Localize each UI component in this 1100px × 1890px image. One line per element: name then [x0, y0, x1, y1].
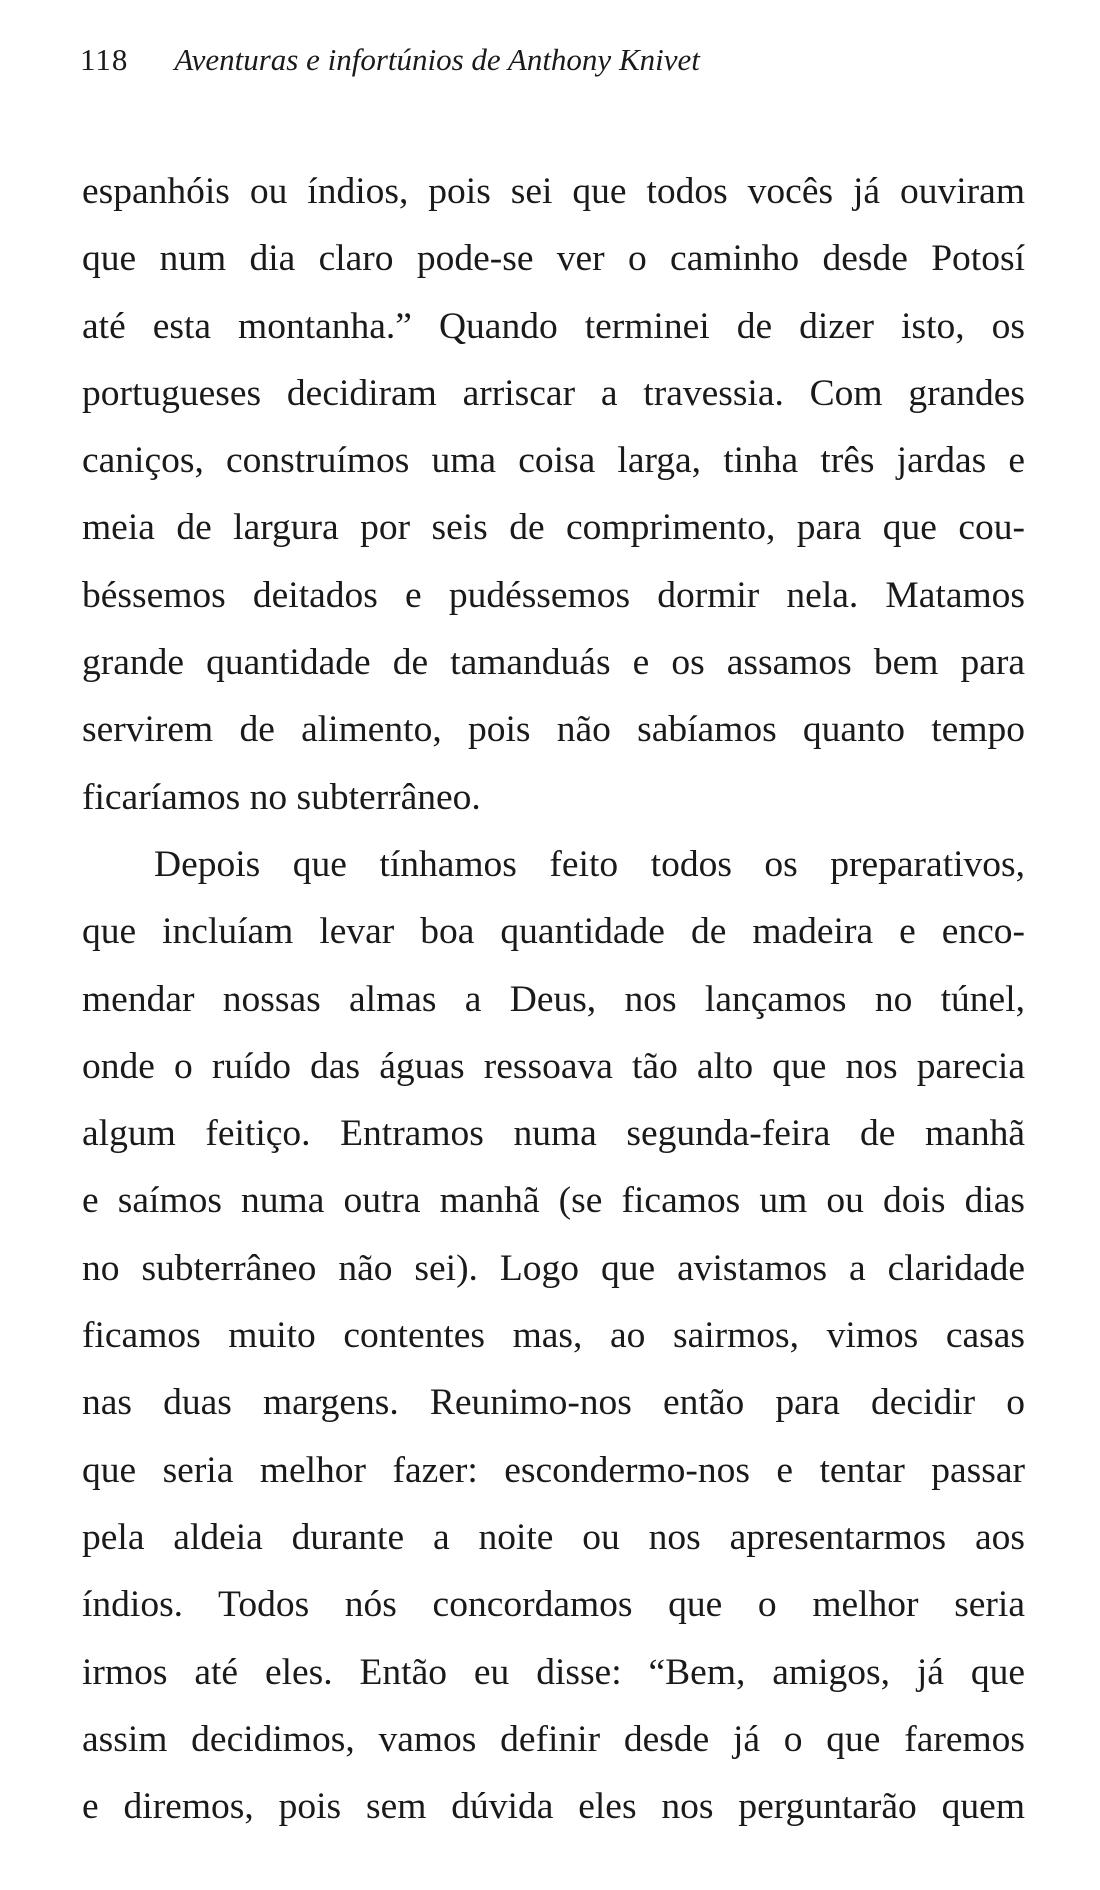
text-line: que num dia claro pode-se ver o caminho desde Potosí	[82, 238, 1025, 280]
running-header	[80, 42, 700, 82]
text-line: no subterrâneo não sei). Logo que avistamos a claridade	[82, 1247, 1025, 1289]
text-line: espanhóis ou índios, pois sei que todos vocês já ouviram	[82, 171, 1025, 212]
body-text	[82, 158, 1025, 1840]
text-line: mendar nossas almas a Deus, nos lançamos no túnel,	[82, 978, 1025, 1020]
text-line: Depois que tínhamos feito todos os preparativos,	[154, 843, 1025, 885]
text-line: e diremos, pois sem dúvida eles nos perguntarão quem	[82, 1786, 1025, 1828]
text-line: que seria melhor fazer: escondermo-nos e tentar passar	[82, 1449, 1025, 1491]
text-line: algum feitiço. Entramos numa segunda-feira de manhã	[82, 1113, 1025, 1155]
text-line: e saímos numa outra manhã (se ficamos um ou dois dias	[82, 1180, 1025, 1222]
text-line: onde o ruído das águas ressoava tão alto que nos parecia	[82, 1045, 1025, 1087]
text-line: irmos até eles. Então eu disse: “Bem, amigos, já que	[82, 1651, 1025, 1693]
text-line: assim decidimos, vamos definir desde já o que faremos	[82, 1718, 1025, 1760]
page-number: 118	[80, 42, 129, 77]
text-line: portugueses decidiram arriscar a travessia. Com grandes	[82, 372, 1025, 414]
text-line: ficaríamos no subterrâneo.	[82, 776, 481, 818]
text-line: béssemos deitados e pudéssemos dormir nela. Matamos	[82, 574, 1025, 616]
text-line: pela aldeia durante a noite ou nos apresentarmos aos	[82, 1516, 1025, 1558]
paragraph-1	[82, 158, 1025, 831]
text-line: caniços, construímos uma coisa larga, tinha três jardas e	[82, 440, 1025, 482]
book-title: Aventuras e infortúnios de Anthony Knivet	[174, 42, 700, 77]
text-line: meia de largura por seis de comprimento, para que cou-	[82, 507, 1025, 549]
text-line: nas duas margens. Reunimo-nos então para decidir o	[82, 1382, 1025, 1424]
text-line: grande quantidade de tamanduás e os assamos bem para	[82, 642, 1025, 684]
text-line: até esta montanha.” Quando terminei de dizer isto, os	[82, 305, 1025, 347]
text-line: que incluíam levar boa quantidade de madeira e enco-	[82, 911, 1025, 953]
text-line: servirem de alimento, pois não sabíamos quanto tempo	[82, 709, 1025, 751]
text-line: ficamos muito contentes mas, ao sairmos, vimos casas	[82, 1315, 1025, 1357]
paragraph-2	[82, 831, 1025, 1840]
text-line: índios. Todos nós concordamos que o melhor seria	[82, 1584, 1025, 1626]
